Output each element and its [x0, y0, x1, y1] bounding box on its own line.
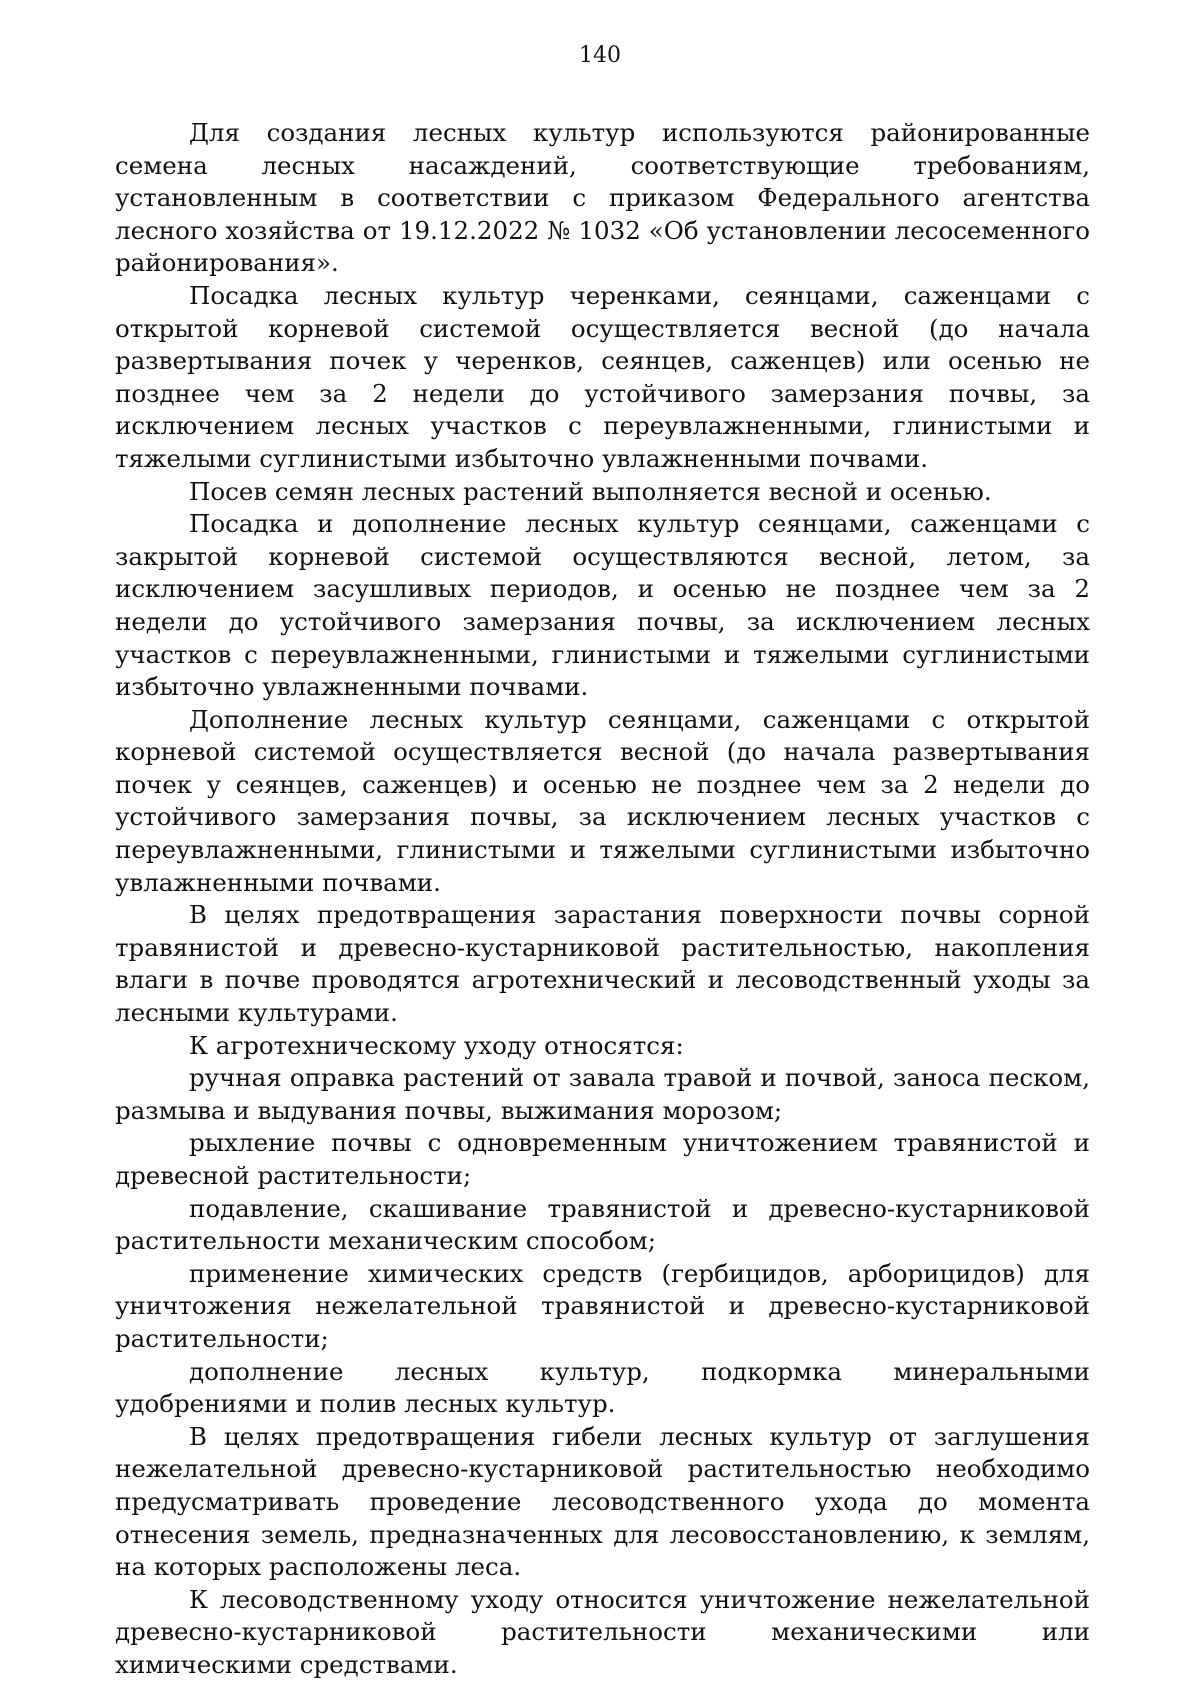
list-item: дополнение лесных культур, подкормка минеральными удобрениями и полив лесных культур.: [115, 1356, 1090, 1419]
paragraph: Посадка и дополнение лесных культур сеянцами, саженцами с закрытой корневой системой осуществляются весной, летом, за исключением засушливых периодов, и осенью не позднее чем за 2 недели до устойчивого замерзания почвы, за исключением лесных участков с переувлажненными, глинистыми и тяжелыми суглинистыми избыточно увлажненными почвами.: [115, 509, 1090, 702]
paragraph: В целях предотвращения зарастания поверхности почвы сорной травянистой и древесно-кустарниковой растительностью, накопления влаги в почве проводятся агротехнический и лесоводственный уходы за лесными культурами.: [115, 900, 1090, 1028]
list-item: подавление, скашивание травянистой и древесно-кустарниковой растительности механическим способом;: [115, 1193, 1090, 1256]
paragraph: К лесоводственному уходу относится уничтожение нежелательной древесно-кустарниковой растительности механическими или химическими средствами.: [115, 1584, 1090, 1679]
paragraph: В целях предотвращения гибели лесных культур от заглушения нежелательной древесно-кустарниковой растительностью необходимо предусматривать проведение лесоводственного ухода до момента отнесения земель, предназначенных для лесовосстановлению, к землям, на которых расположены леса.: [115, 1421, 1090, 1582]
list-item: рыхление почвы с одновременным уничтожением травянистой и древесной растительности;: [115, 1128, 1090, 1190]
document-body: [115, 117, 1090, 1682]
paragraph: Посев семян лесных растений выполняется весной и осенью.: [189, 476, 992, 506]
paragraph: К агротехническому уходу относятся:: [189, 1030, 684, 1060]
list-item: применение химических средств (гербицидов, арборицидов) для уничтожения нежелательной травянистой и древесно-кустарниковой растительности;: [115, 1258, 1090, 1353]
paragraph: Посадка лесных культур черенками, сеянцами, саженцами с открытой корневой системой осуществляется весной (до начала развертывания почек у черенков, сеянцев, саженцев) или осенью не позднее чем за 2 недели до устойчивого замерзания почвы, за исключением лесных участков с переувлажненными, глинистыми и тяжелыми суглинистыми избыточно увлажненными почвами.: [115, 280, 1090, 473]
page-number: 140: [579, 43, 621, 68]
list-item: ручная оправка растений от завала травой и почвой, заноса песком, размыва и выдувания почвы, выжимания морозом;: [115, 1063, 1090, 1125]
paragraph: Для создания лесных культур используются районированные семена лесных насаждений, соответствующие требованиям, установленным в соответствии с приказом Федерального агентства лесного хозяйства от 19.12.2022 № 1032 «Об установлении лесосеменного районирования».: [115, 118, 1090, 278]
paragraph: Дополнение лесных культур сеянцами, саженцами с открытой корневой системой осуществляется весной (до начала развертывания почек у сеянцев, саженцев) и осенью не позднее чем за 2 недели до устойчивого замерзания почвы, за исключением лесных участков с переувлажненными, глинистыми и тяжелыми суглинистыми избыточно увлажненными почвами.: [115, 704, 1090, 897]
